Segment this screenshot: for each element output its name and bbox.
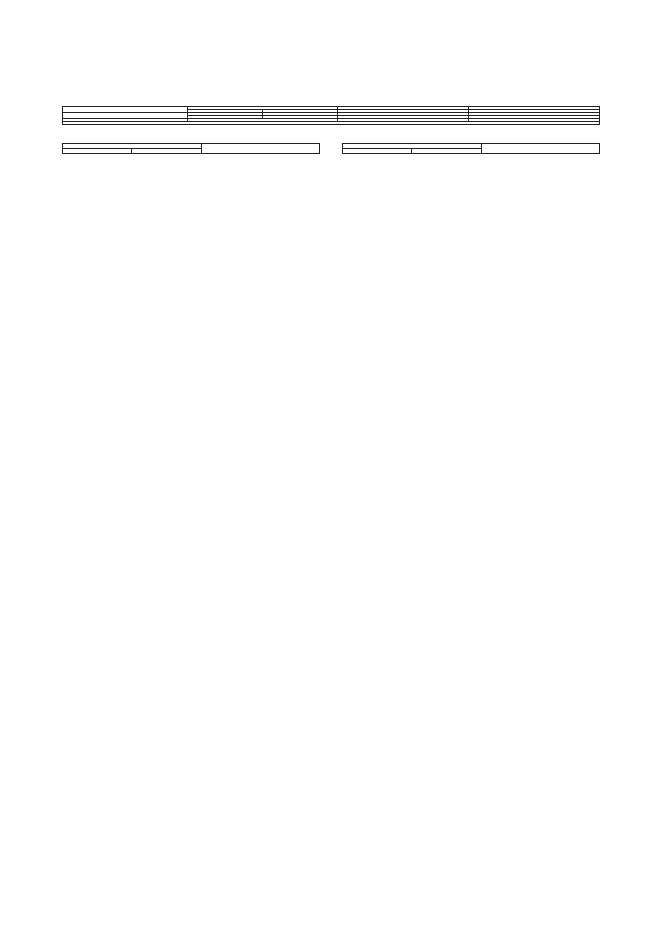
t56-header-upto [412,149,481,154]
table54 [62,106,600,125]
table56 [342,143,600,154]
table55 [62,143,320,154]
t55-header-load [201,144,319,154]
table55-block [62,137,320,154]
document-body [62,98,600,180]
t55-header-over [63,149,132,154]
tables-55-56 [62,137,600,154]
t56-header-load [481,144,599,154]
t56-header-over [343,149,412,154]
t55-header-upto [132,149,201,154]
t54-notes [63,122,600,125]
table56-block [342,137,600,154]
